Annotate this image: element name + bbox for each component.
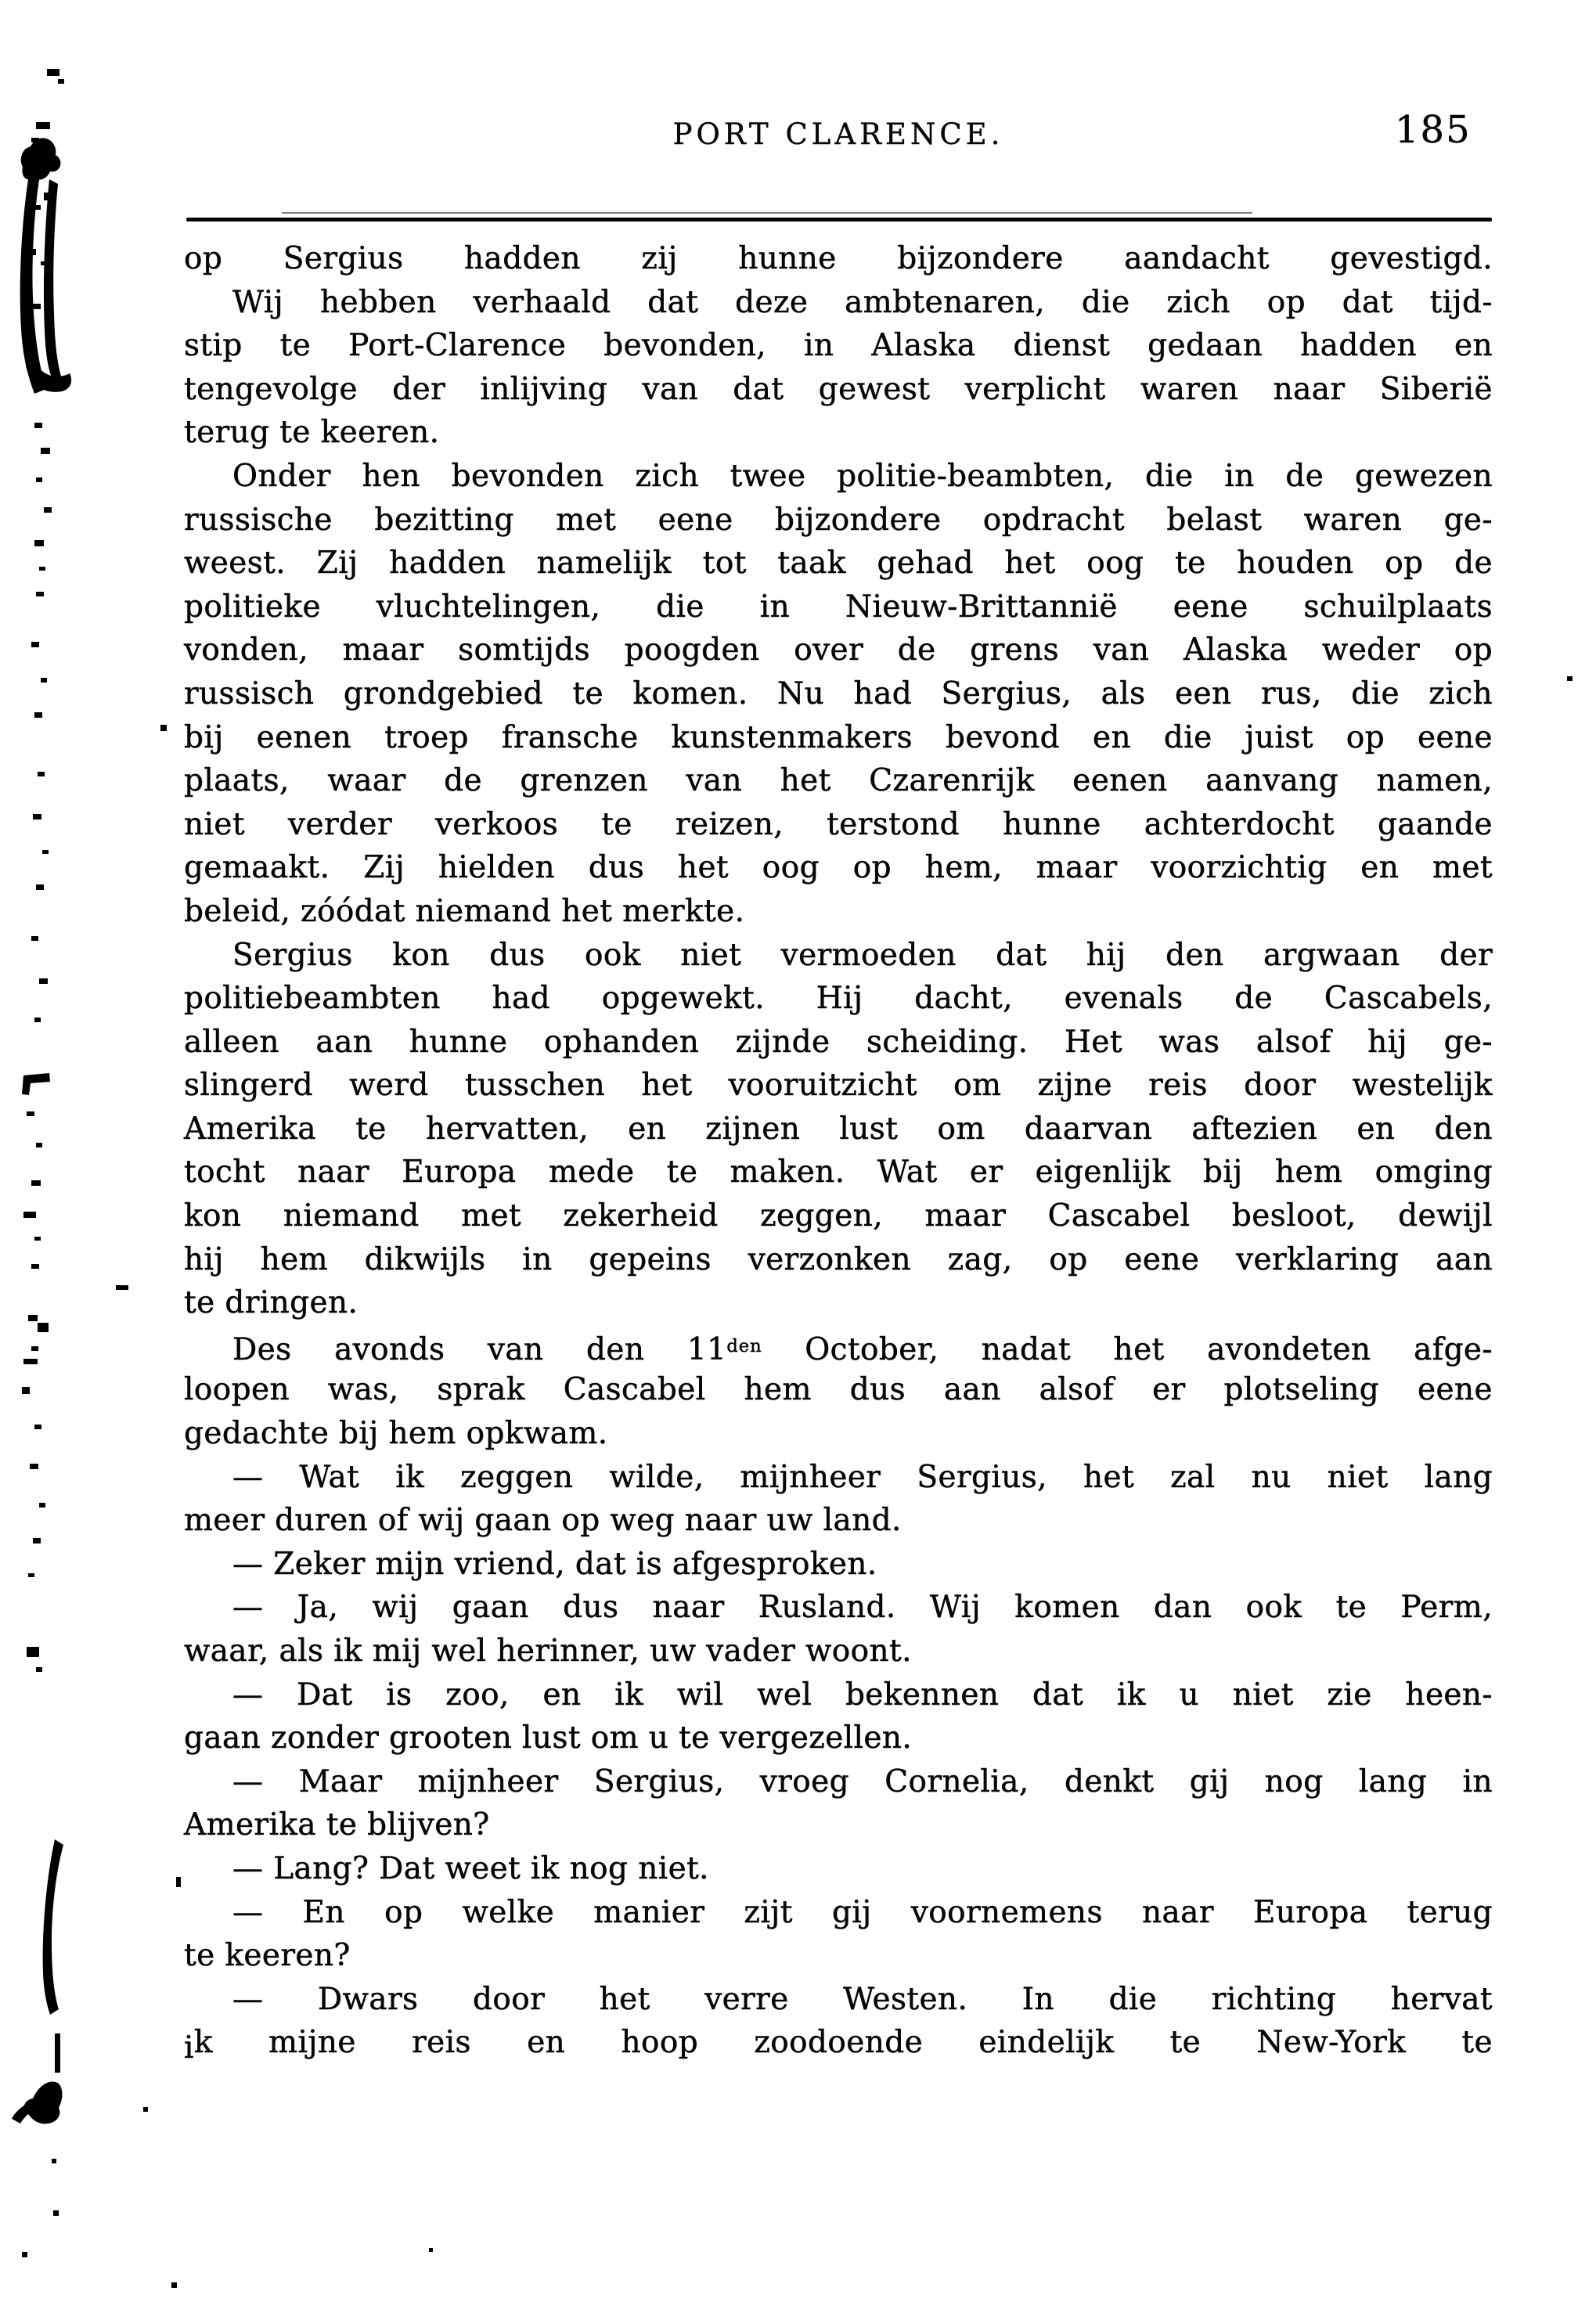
- text-line: Onder hen bevonden zich twee politie-beambten, die in de gewezen: [232, 458, 1493, 494]
- text-line: waar, als ik mij wel herinner, uw vader woont.: [184, 1634, 912, 1669]
- text-line: — Zeker mijn vriend, dat is afgesproken.: [232, 1546, 877, 1582]
- binding-mark-top-icon: [20, 138, 71, 394]
- text-line: gemaakt. Zij hielden dus het oog op hem, maar voorzichtig en met: [184, 850, 1493, 886]
- text-body: [184, 237, 1493, 2065]
- lowered-glyph: i: [184, 2030, 194, 2066]
- running-header: PORT CLARENCE.: [672, 117, 1004, 151]
- text-line: gaan zonder grooten lust om u te vergezellen.: [184, 1720, 913, 1756]
- text-line: bij eenen troep fransche kunstenmakers bevond en die juist op eene: [184, 719, 1493, 755]
- text-line: alleen aan hunne ophanden zijnde scheiding. Het was alsof hij ge-: [184, 1024, 1493, 1060]
- text-line: ik mijne reis en hoop zoodoende eindelijk te New-York te: [184, 2025, 1493, 2066]
- text-line: slingerd werd tusschen het vooruitzicht om zijne reis door westelijk: [184, 1068, 1493, 1104]
- text-line: te dringen.: [184, 1285, 358, 1321]
- text-line: op Sergius hadden zij hunne bijzondere aandacht gevestigd.: [184, 241, 1493, 276]
- text-line: russisch grondgebied te komen. Nu had Sergius, als een rus, die zich: [184, 675, 1493, 711]
- text-line: Des avonds van den $11^{den}$ October, nadat het avondeten afge-: [232, 1332, 1493, 1368]
- text-line: russische bezitting met eene bijzondere opdracht belast waren ge-: [184, 502, 1493, 538]
- text-line: plaats, waar de grenzen van het Czarenrijk eenen aanvang namen,: [184, 763, 1493, 799]
- header-rule-ghost: [282, 212, 1252, 214]
- header-rule: [186, 218, 1492, 222]
- text-line: tengevolge der inlijving van dat gewest verplicht waren naar Siberië: [184, 371, 1493, 407]
- text-line: gedachte bij hem opkwam.: [184, 1416, 608, 1452]
- text-line: beleid, zóódat niemand het merkte.: [184, 893, 745, 929]
- text-line: vonden, maar somtijds poogden over de grens van Alaska weder op: [184, 632, 1493, 668]
- text-line: meer duren of wij gaan op weg naar uw land.: [184, 1503, 902, 1539]
- binding-mark-bottom-icon: [12, 1839, 63, 2123]
- text-line: politieke vluchtelingen, die in Nieuw-Brittannië eene schuilplaats: [184, 589, 1493, 625]
- text-line: kon niemand met zekerheid zeggen, maar Cascabel besloot, dewijl: [184, 1198, 1493, 1234]
- text-line: tocht naar Europa mede te maken. Wat er eigenlijk bij hem omging: [184, 1154, 1493, 1191]
- text-line: Amerika te hervatten, en zijnen lust om daarvan aftezien en den: [184, 1111, 1493, 1147]
- text-line: — Maar mijnheer Sergius, vroeg Cornelia, denkt gij nog lang in: [232, 1763, 1493, 1799]
- margin-hook-icon: [22, 1073, 50, 1095]
- text-line: — Lang? Dat weet ik nog niet.: [232, 1850, 709, 1886]
- text-line: — Wat ik zeggen wilde, mijnheer Sergius, het zal nu niet lang: [232, 1459, 1493, 1495]
- text-line: niet verder verkoos te reizen, terstond hunne achterdocht gaande: [184, 806, 1493, 842]
- text-line: politiebeambten had opgewekt. Hij dacht, evenals de Cascabels,: [184, 981, 1493, 1017]
- text-line: — Ja, wij gaan dus naar Rusland. Wij komen dan ook te Perm,: [232, 1590, 1493, 1626]
- text-line: — Dwars door het verre Westen. In die richting hervat: [232, 1981, 1493, 2017]
- text-line: Sergius kon dus ook niet vermoeden dat hij den argwaan der: [232, 937, 1493, 973]
- text-line: Amerika te blijven?: [184, 1807, 490, 1843]
- text-line: terug te keeren.: [184, 415, 440, 451]
- text-line: Wij hebben verhaald dat deze ambtenaren, die zich op dat tijd-: [232, 284, 1493, 320]
- text-line: — Dat is zoo, en ik wil wel bekennen dat ik u niet zie heen-: [232, 1677, 1493, 1713]
- text-line: — En op welke manier zijt gij voornemens naar Europa terug: [232, 1894, 1493, 1930]
- text-line: weest. Zij hadden namelijk tot taak gehad het oog te houden op de: [184, 546, 1493, 582]
- text-line: te keeren?: [184, 1938, 351, 1974]
- text-line: hij hem dikwijls in gepeins verzonken zag, op eene verklaring aan: [184, 1241, 1493, 1277]
- superscript-ordinal: den: [726, 1335, 762, 1356]
- text-line: loopen was, sprak Cascabel hem dus aan alsof er plotseling eene: [184, 1372, 1493, 1408]
- text-line: stip te Port-Clarence bevonden, in Alaska dienst gedaan hadden en: [184, 328, 1493, 364]
- page-number: 185: [1395, 108, 1472, 152]
